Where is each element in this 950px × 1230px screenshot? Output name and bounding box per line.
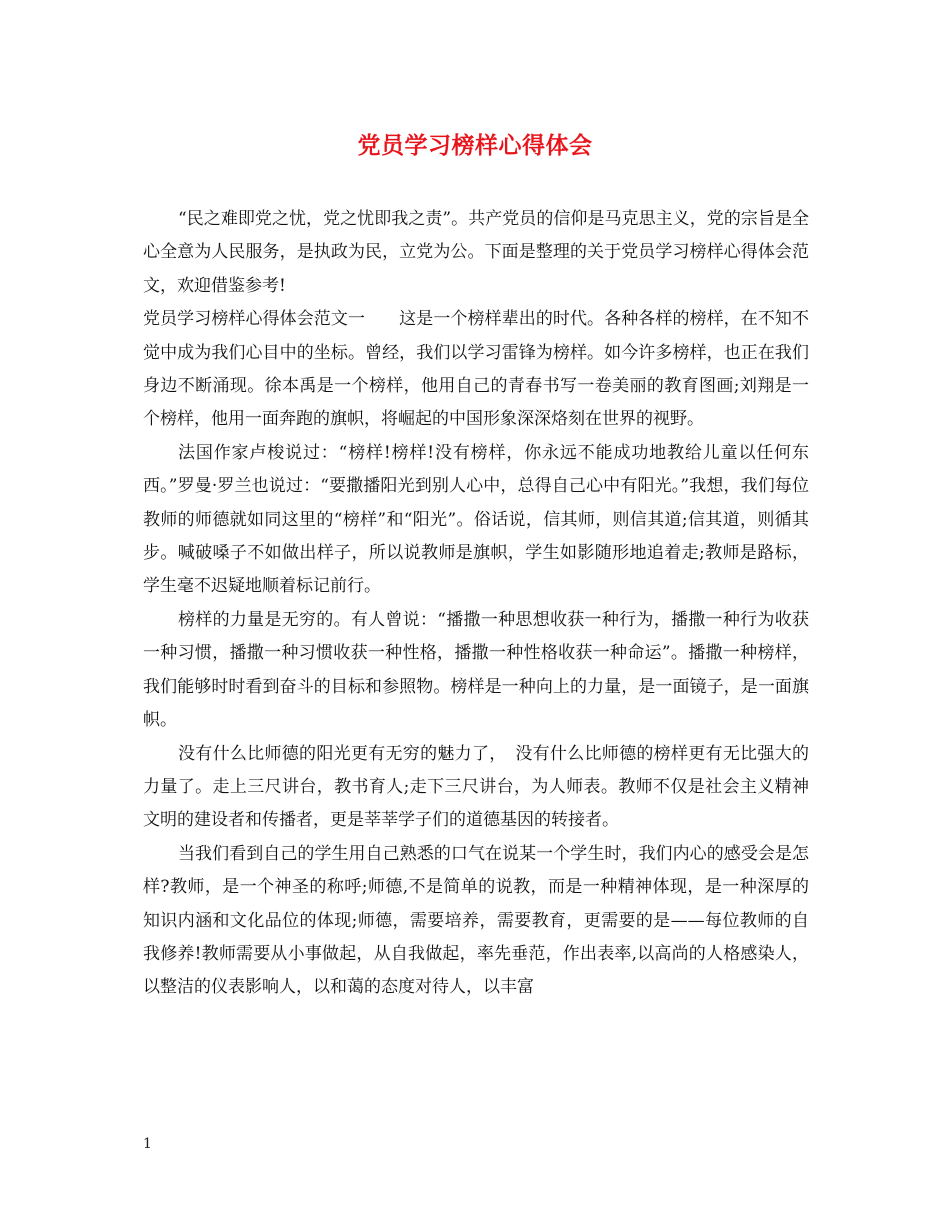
- paragraph-sample-one: 党员学习榜样心得体会范文一 这是一个榜样辈出的时代。各种各样的榜样，在不知不觉中成为我们心目中的坐标。曾经，我们以学习雷锋为榜样。如今许多榜样，也正在我们身边不断涌现。徐本禹是一个榜样，他用自己的青春书写一卷美丽的教育图画;刘翔是一个榜样，他用一面奔跑的旗帜，将崛起的中国形象深深烙刻在世界的视野。: [143, 309, 809, 430]
- paragraph-teacher-self-cultivation: 当我们看到自己的学生用自己熟悉的口气在说某一个学生时，我们内心的感受会是怎样?教师，是一个神圣的称呼;师德,不是简单的说教，而是一种精神体现，是一种深厚的知识内涵和文化品位的体现;师德，需要培养，需要教育，更需要的是——每位教师的自我修养!教师需要从小事做起，从自我做起，率先垂范，作出表率,以高尚的人格感染人，以整洁的仪表影响人，以和蔼的态度对待人，以丰富: [143, 843, 809, 998]
- paragraph-power-of-example: 榜样的力量是无穷的。有人曾说：“播撒一种思想收获一种行为，播撒一种行为收获一种习惯，播撒一种习惯收获一种性格，播撒一种性格收获一种命运”。播撒一种榜样，我们能够时时看到奋斗的目标和参照物。榜样是一种向上的力量，是一面镜子，是一面旗帜。: [143, 609, 809, 731]
- page-number: 1: [143, 1136, 152, 1152]
- paragraph-rousseau-quote: 法国作家卢梭说过：“榜样!榜样!没有榜样，你永远不能成功地教给儿童以任何东西。”罗曼·罗兰也说过：“要撒播阳光到别人心中，总得自己心中有阳光。”我想，我们每位教师的师德就如同这里的“榜样”和“阳光”。俗话说，信其师，则信其道;信其道，则循其步。喊破嗓子不如做出样子，所以说教师是旗帜，学生如影随形地追着走;教师是路标，学生毫不迟疑地顺着标记前行。: [143, 442, 809, 597]
- paragraph-teacher-ethics: 没有什么比师德的阳光更有无穷的魅力了， 没有什么比师德的榜样更有无比强大的力量了。走上三尺讲台，教书育人;走下三尺讲台，为人师表。教师不仅是社会主义精神文明的建设者和传播者，更是莘莘学子们的道德基因的转接者。: [143, 743, 809, 831]
- document-body: [143, 203, 809, 1005]
- paragraph-intro: “民之难即党之忧，党之忧即我之责”。共产党员的信仰是马克思主义，党的宗旨是全心全意为人民服务，是执政为民，立党为公。下面是整理的关于党员学习榜样心得体会范文，欢迎借鉴参考!: [143, 209, 809, 296]
- document-title: 党员学习榜样心得体会: [357, 132, 593, 159]
